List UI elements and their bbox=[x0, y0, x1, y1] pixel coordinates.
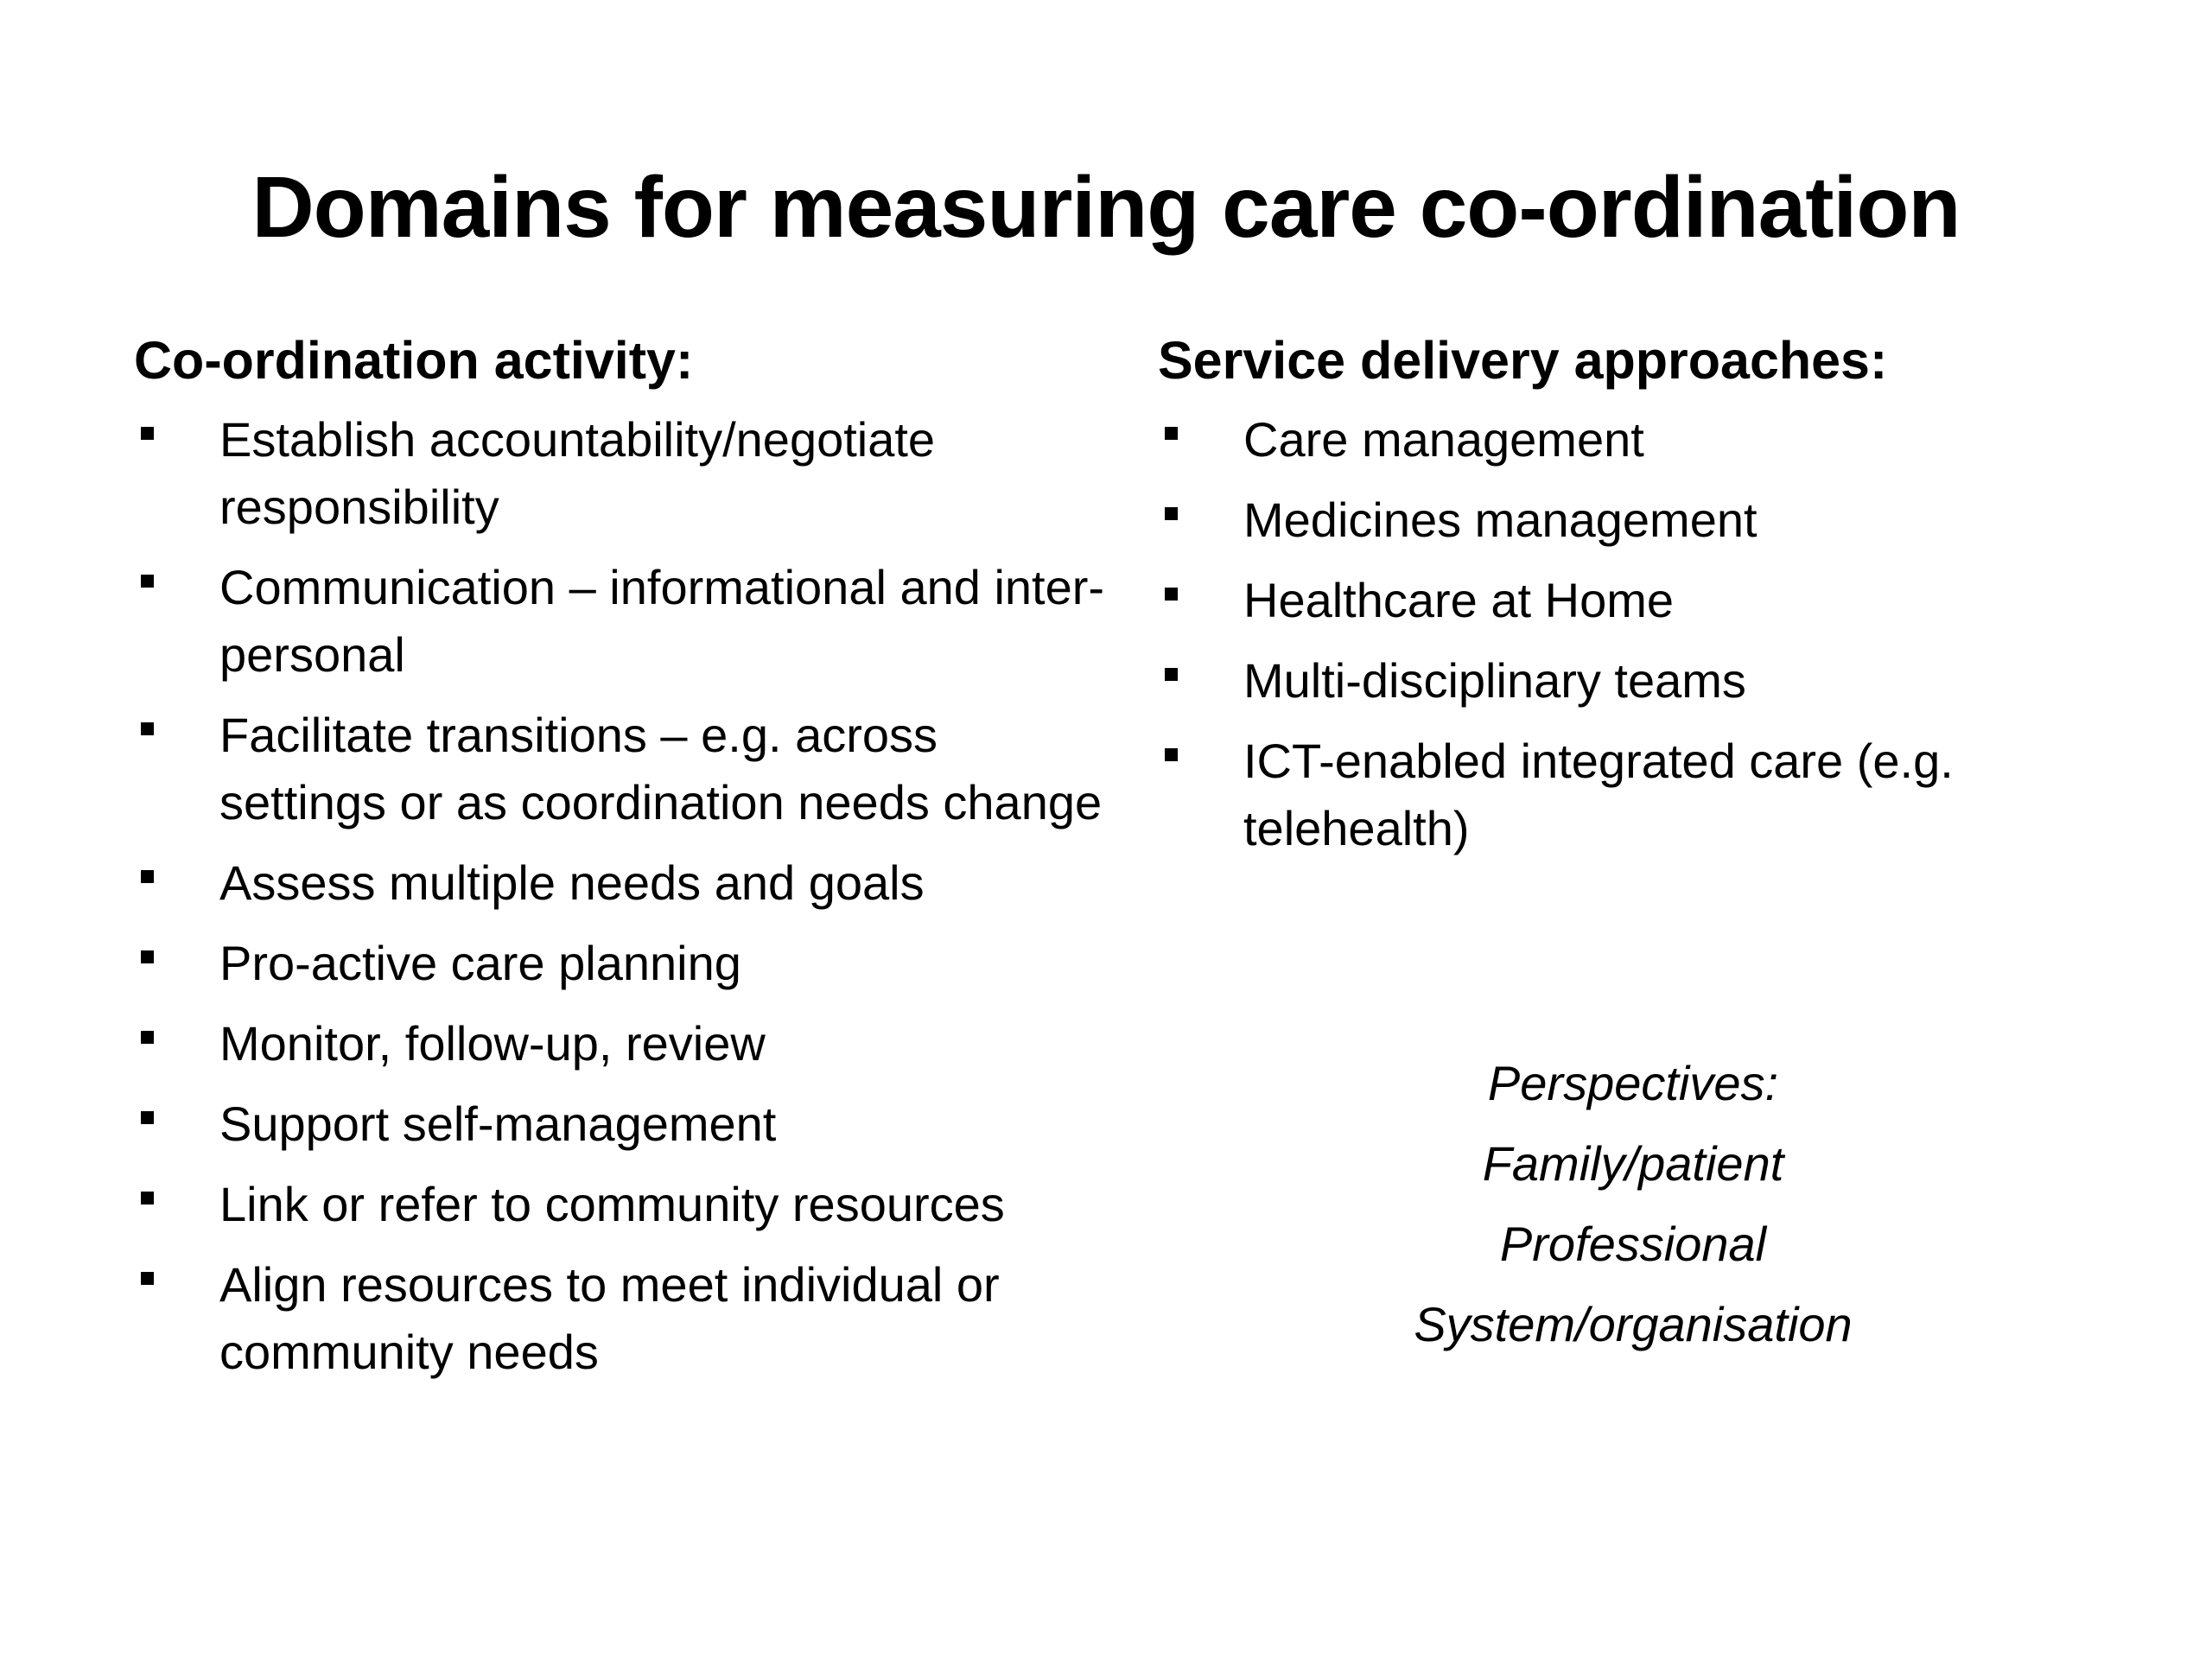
list-item bbox=[1158, 647, 2065, 715]
coordination-activity-column bbox=[134, 330, 1110, 1399]
list-item bbox=[134, 406, 1110, 541]
service-delivery-column bbox=[1158, 330, 2065, 875]
list-item-text: Healthcare at Home bbox=[1243, 573, 1675, 627]
square-bullet-icon bbox=[1165, 588, 1178, 601]
square-bullet-icon bbox=[141, 722, 154, 735]
square-bullet-icon bbox=[1165, 427, 1178, 440]
list-item-text: Align resources to meet individual or community needs bbox=[219, 1257, 1000, 1379]
perspective-item: Family/patient bbox=[1482, 1136, 1784, 1191]
square-bullet-icon bbox=[141, 1031, 154, 1044]
list-item-text: Link or refer to community resources bbox=[219, 1177, 1005, 1231]
list-item bbox=[134, 1090, 1110, 1158]
square-bullet-icon bbox=[141, 1192, 154, 1205]
list-item bbox=[134, 930, 1110, 997]
list-item bbox=[1158, 728, 2065, 862]
perspective-item: Professional bbox=[1499, 1217, 1767, 1271]
square-bullet-icon bbox=[141, 870, 154, 883]
perspectives-block bbox=[1322, 1043, 1944, 1364]
square-bullet-icon bbox=[141, 575, 154, 588]
list-item-text: Establish accountability/negotiate responsibility bbox=[219, 412, 936, 534]
list-item bbox=[134, 554, 1110, 689]
perspective-item: System/organisation bbox=[1414, 1297, 1853, 1351]
list-item bbox=[134, 849, 1110, 917]
list-item-text: Care management bbox=[1243, 412, 1644, 467]
slide-title: Domains for measuring care co-ordination bbox=[251, 159, 1961, 256]
list-item-text: Facilitate transitions – e.g. across settings or as coordination needs change bbox=[219, 708, 1103, 830]
list-item-text: Monitor, follow-up, review bbox=[219, 1016, 766, 1071]
list-item bbox=[134, 1251, 1110, 1386]
list-item bbox=[134, 1010, 1110, 1077]
list-item bbox=[134, 702, 1110, 836]
square-bullet-icon bbox=[141, 950, 154, 963]
list-item-text: ICT-enabled integrated care (e.g. telehealth) bbox=[1243, 734, 1954, 855]
square-bullet-icon bbox=[141, 1272, 154, 1285]
square-bullet-icon bbox=[1165, 748, 1178, 761]
list-item bbox=[1158, 486, 2065, 554]
list-item bbox=[1158, 406, 2065, 474]
square-bullet-icon bbox=[141, 1111, 154, 1124]
list-item-text: Pro-active care planning bbox=[219, 936, 741, 990]
service-delivery-list bbox=[1158, 406, 2065, 862]
perspectives-heading: Perspectives: bbox=[1487, 1056, 1779, 1110]
service-delivery-heading: Service delivery approaches: bbox=[1158, 331, 1888, 390]
list-item-text: Medicines management bbox=[1243, 493, 1758, 547]
list-item-text: Communication – informational and inter-personal bbox=[219, 560, 1105, 682]
list-item-text: Support self-management bbox=[219, 1096, 777, 1151]
square-bullet-icon bbox=[1165, 668, 1178, 681]
list-item bbox=[134, 1171, 1110, 1238]
list-item-text: Assess multiple needs and goals bbox=[219, 855, 925, 910]
list-item bbox=[1158, 567, 2065, 634]
coordination-activity-heading: Co-ordination activity: bbox=[134, 331, 694, 390]
square-bullet-icon bbox=[141, 427, 154, 440]
coordination-activity-list bbox=[134, 406, 1110, 1386]
list-item-text: Multi-disciplinary teams bbox=[1243, 653, 1746, 708]
square-bullet-icon bbox=[1165, 507, 1178, 520]
